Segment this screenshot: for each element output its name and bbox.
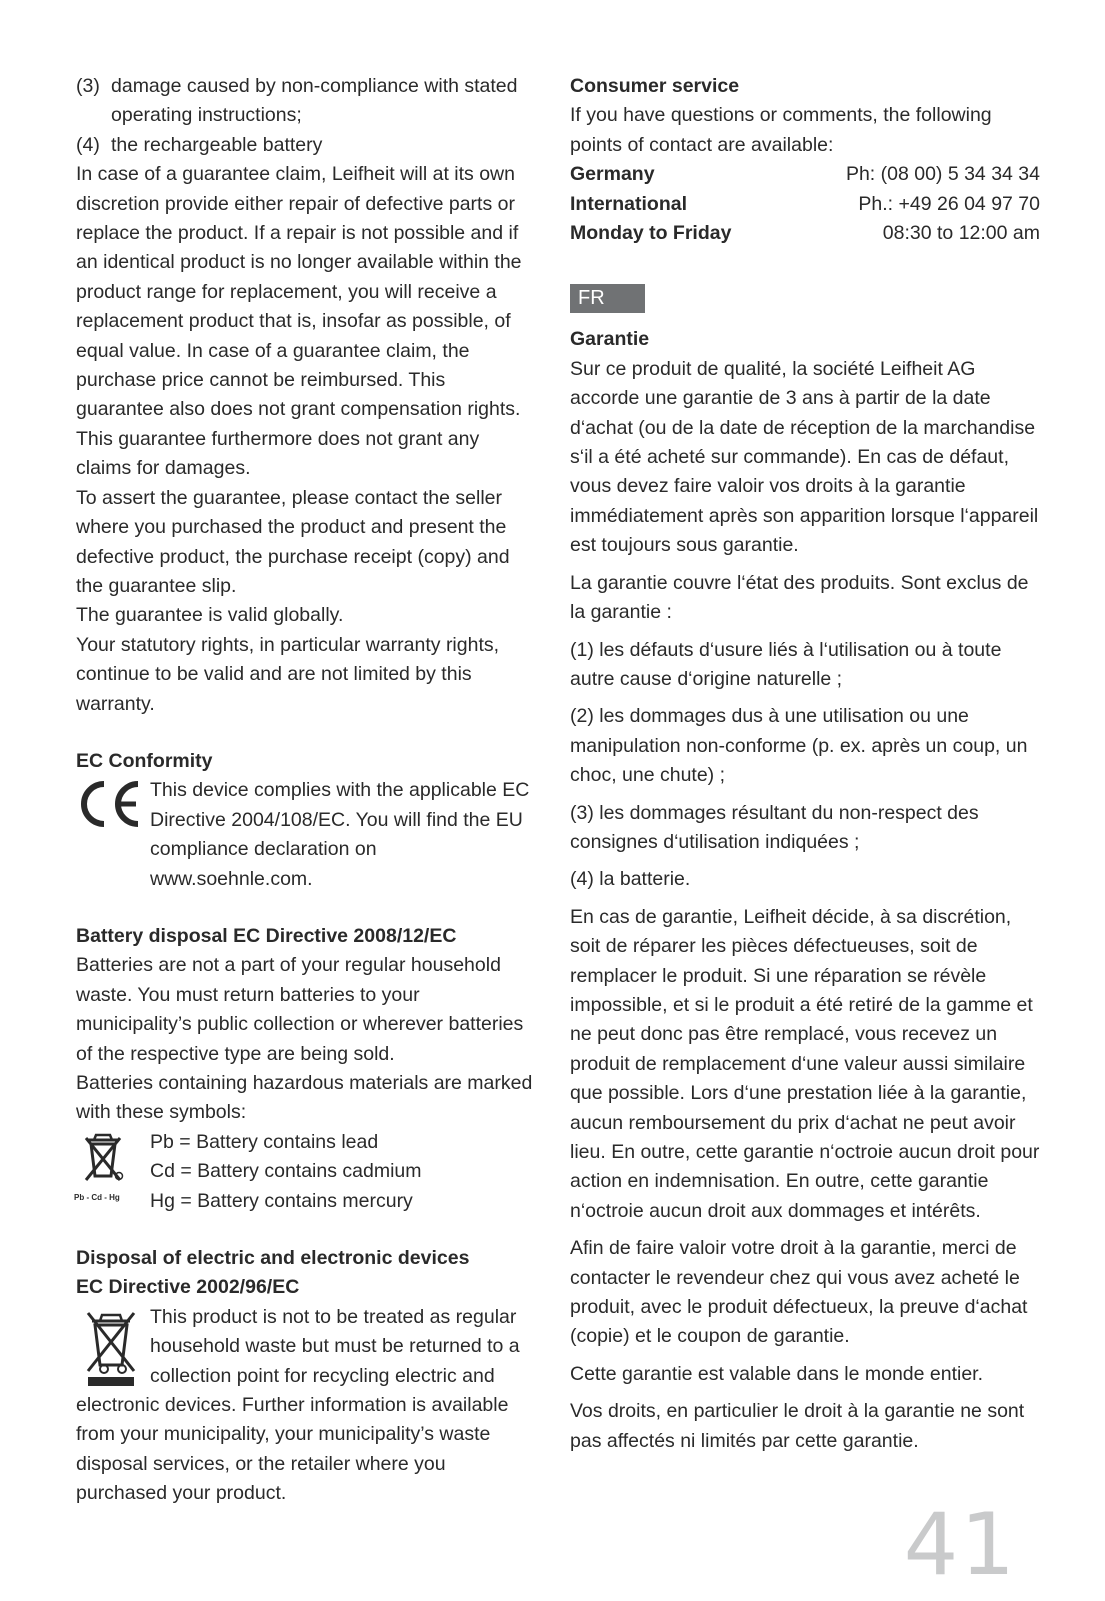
contact-row-germany: [570, 160, 1040, 189]
list-number: (3): [76, 75, 100, 97]
consumer-service-heading: Consumer service: [570, 75, 740, 97]
weee-bin-icon: [84, 1307, 138, 1387]
garantie-paragraph-1: Sur ce produit de qualité, la société Leifheit AG accorde une garantie de 3 ans à partir de la date d‘achat (ou de la date de réception de la marchandise s‘il a été acheté sur commande). En cas de défaut, vous devez faire valoir vos droits à la garantie immédiatement après son apparition lorsque l‘appareil est toujours sous garantie.: [570, 357, 1039, 557]
contact-value: 08:30 to 12:00 am: [882, 222, 1040, 245]
weee-block: [76, 1303, 538, 1509]
contact-label: Germany: [570, 163, 655, 186]
paragraph-assert-guarantee: To assert the guarantee, please contact the seller where you purchased the product and present the defective product, the purchase receipt (copy) and the guarantee slip.: [76, 486, 510, 597]
ec-conformity-heading: EC Conformity: [76, 749, 213, 772]
battery-disposal-heading: Battery disposal EC Directive 2008/12/EC: [76, 924, 457, 947]
battery-symbols-block: [76, 1128, 538, 1216]
contact-value: Ph.: +49 26 04 97 70: [858, 192, 1040, 215]
paragraph-statutory-rights: Your statutory rights, in particular warranty rights, continue to be valid and are not limited by this warranty.: [76, 633, 500, 715]
language-tag-fr: FR: [570, 284, 645, 313]
garantie-heading: Garantie: [570, 328, 650, 351]
battery-bin-icon-wrap: [74, 1130, 144, 1202]
list-item: [76, 72, 538, 131]
garantie-paragraph-5: Cette garantie est valable dans le monde entier.: [570, 1362, 984, 1385]
contact-row-hours: [570, 219, 1040, 248]
ce-mark-icon: [76, 780, 142, 828]
ec-conformity-block: [76, 776, 538, 894]
paragraph-valid-globally: The guarantee is valid globally.: [76, 604, 344, 627]
contact-label: Monday to Friday: [570, 222, 732, 245]
crossed-bin-icon: [74, 1130, 134, 1186]
battery-pb-line: Pb = Battery contains lead: [150, 1130, 379, 1153]
list-number: (4): [76, 133, 100, 156]
page-number: 41: [903, 1495, 1017, 1595]
garantie-paragraph-6: Vos droits, en particulier le droit à la garantie ne sont pas affectés ni limités par cette garantie.: [570, 1400, 1025, 1452]
left-column: [76, 72, 538, 1509]
list-item: [76, 131, 538, 160]
contact-value: Ph: (08 00) 5 34 34 34: [845, 163, 1040, 186]
contact-row-international: [570, 190, 1040, 219]
battery-symbols-intro: Batteries containing hazardous materials are marked with these symbols:: [76, 1072, 533, 1124]
garantie-paragraph-3: En cas de garantie, Leifheit décide, à sa discrétion, soit de réparer les pièces défectueuses, soit de remplacer le produit. Si une réparation se révèle impossible, et si le produit a été retiré de la gamme et ne peut donc pas être remplacé, vous recevez un produit de remplacement d‘une valeur aussi similaire que possible. Lors d‘une prestation liée à la garantie, aucun remboursement du prix d‘achat ne peut avoir lieu. En outre, cette garantie n‘octroie aucun droit pour action en indemnisation. En outre, cette garantie n‘octroie aucun droit aux dommages et intérêts.: [570, 905, 1040, 1222]
consumer-service-intro: If you have questions or comments, the following points of contact are available:: [570, 104, 992, 156]
battery-cd-line: Cd = Battery contains cadmium: [150, 1160, 422, 1183]
paragraph-guarantee-claim: In case of a guarantee claim, Leifheit will at its own discretion provide either repair of defective parts or replace the product. If a repair is not possible and if an identical product is no longer available within the product range for replacement, you will receive a replacement product that is, insofar as possible, of equal value. In case of a guarantee claim, the purchase price cannot be reimbursed. This guarantee also does not grant compensation rights. This guarantee furthermore does not grant any claims for damages.: [76, 163, 522, 480]
weee-directive-heading: EC Directive 2002/96/EC: [76, 1276, 300, 1299]
list-text: the rechargeable battery: [111, 133, 323, 156]
contact-label: International: [570, 192, 688, 215]
battery-icon-caption: Pb - Cd - Hg: [74, 1193, 120, 1203]
garantie-item-2: (2) les dommages dus à une utilisation ou une manipulation non-conforme (p. ex. après un coup, un choc, une chute) ;: [570, 705, 1028, 787]
battery-disposal-text: Batteries are not a part of your regular household waste. You must return batteries to your municipality’s public collection or wherever batteries of the respective type are being sold.: [76, 954, 524, 1065]
garantie-item-4: (4) la batterie.: [570, 868, 691, 891]
garantie-item-1: (1) les défauts d‘usure liés à l‘utilisation ou à toute autre cause d‘origine naturelle ;: [570, 638, 1002, 690]
weee-heading: Disposal of electric and electronic devices: [76, 1247, 470, 1270]
list-text: damage caused by non-compliance with stated operating instructions;: [111, 75, 518, 127]
garantie-item-3: (3) les dommages résultant du non-respect des consignes d‘utilisation indiquées ;: [570, 801, 979, 853]
weee-text: This product is not to be treated as regular household waste but must be returned to a collection point for recycling electric and electronic devices. Further information is available from your municipality, your municipality’s waste disposal services, or the retailer where you purchased your product.: [76, 1305, 520, 1505]
ec-conformity-text: This device complies with the applicable EC Directive 2004/108/EC. You will find the EU compliance declaration on www.soehnle.com.: [150, 779, 530, 890]
garantie-paragraph-4: Afin de faire valoir votre droit à la garantie, merci de contacter le revendeur chez qui vous avez acheté le produit, avec le produit défectueux, la preuve d‘achat (copie) et le coupon de garantie.: [570, 1237, 1028, 1348]
battery-hg-line: Hg = Battery contains mercury: [150, 1189, 413, 1212]
garantie-paragraph-2: La garantie couvre l‘état des produits. Sont exclus de la garantie :: [570, 571, 1029, 624]
right-column: [570, 72, 1040, 1456]
